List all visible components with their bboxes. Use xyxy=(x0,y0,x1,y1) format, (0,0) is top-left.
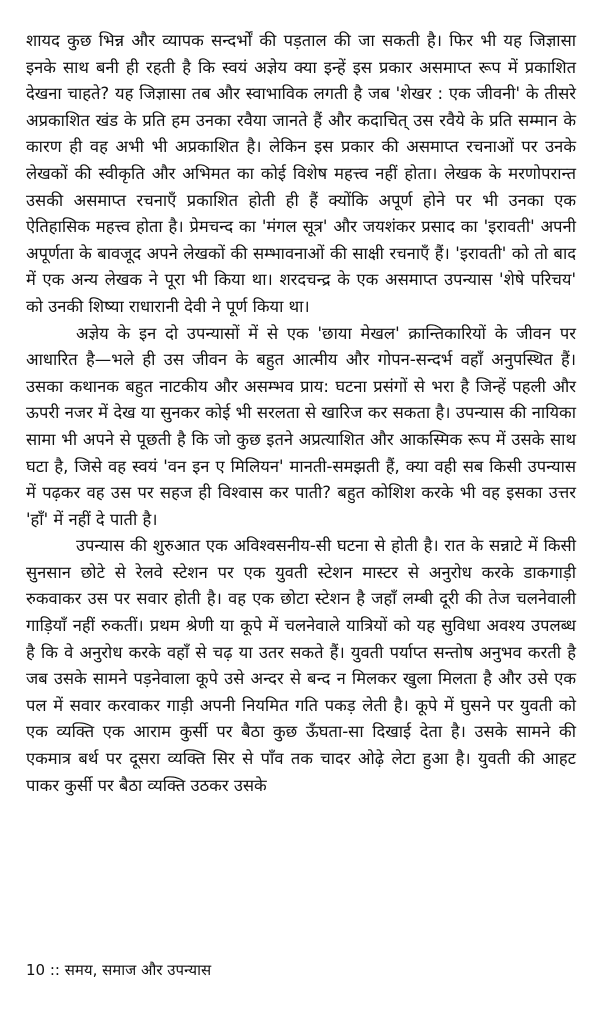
page-body xyxy=(26,28,576,799)
page-number: 10 xyxy=(26,961,46,979)
book-title: समय, समाज और उपन्यास xyxy=(64,961,212,979)
paragraph-2: अज्ञेय के इन दो उपन्यासों में से एक 'छाया मेखल' क्रान्तिकारियों के जीवन पर आधारित है—भले ही उस जीवन के बहुत आत्मीय और गोपन-सन्दर्भ वहाँ अनुपस्थित हैं। उसका कथानक बहुत नाटकीय और असम्भव प्राय: घटना प्रसंगों से भरा है जिन्हें पहली और ऊपरी नजर में देख या सुनकर कोई भी सरलता से खारिज कर सकता है। उपन्यास की नायिका सामा भी अपने से पूछती है कि जो कुछ इतने अप्रत्याशित और आकस्मिक रूप में उसके साथ घटा है, जिसे वह स्वयं 'वन इन ए मिलियन' मानती-समझती हैं, क्या वही सब किसी उपन्यास में पढ़कर वह उस पर सहज ही विश्वास कर पाती? बहुत कोशिश करके भी वह इसका उत्तर 'हाँ' में नहीं दे पाती है। xyxy=(26,323,576,529)
paragraph-1: शायद कुछ भिन्न और व्यापक सन्दर्भों की पड़ताल की जा सकती है। फिर भी यह जिज्ञासा इनके साथ बनी ही रहती है कि स्वयं अज्ञेय क्या इन्हें इस प्रकार असमाप्त रूप में प्रकाशित देखना चाहते? यह जिज्ञासा तब और स्वाभाविक लगती है जब 'शेखर : एक जीवनी' के तीसरे अप्रकाशित खंड के प्रति हम उनका रवैया जानते हैं और कदाचित् उस रवैये के प्रति सम्मान के कारण ही वह अभी भी अप्रकाशित है। लेकिन इस प्रकार की असमाप्त रचनाओं पर उनके लेखकों की स्वीकृति और अभिमत का कोई विशेष महत्त्व नहीं होता। लेखक के मरणोपरान्त उसकी असमाप्त रचनाएँ प्रकाशित होती ही हैं क्योंकि अपूर्ण होने पर भी उनका एक ऐतिहासिक महत्त्व होता है। प्रेमचन्द का 'मंगल सूत्र' और जयशंकर प्रसाद का 'इरावती' अपनी अपूर्णता के बावजूद अपने लेखकों की सम्भावनाओं की साक्षी रचनाएँ हैं। 'इरावती' को तो बाद में एक अन्य लेखक ने पूरा भी किया था। शरदचन्द्र के एक असमाप्त उपन्यास 'शेषे परिचय' को उनकी शिष्या राधारानी देवी ने पूर्ण किया था। xyxy=(26,31,576,316)
page-footer xyxy=(26,960,211,980)
paragraph-3: उपन्यास की शुरुआत एक अविश्वसनीय-सी घटना से होती है। रात के सन्नाटे में किसी सुनसान छोटे से रेलवे स्टेशन पर एक युवती स्टेशन मास्टर से अनुरोध करके डाकगाड़ी रुकवाकर उस पर सवार होती है। वह एक छोटा स्टेशन है जहाँ लम्बी दूरी की तेज चलनेवाली गाड़ियाँ नहीं रुकतीं। प्रथम श्रेणी या कूपे में चलनेवाले यात्रियों को यह सुविधा अवश्य उपलब्ध है कि वे अनुरोध करके वहाँ से चढ़ या उतर सकते हैं। युवती पर्याप्त सन्तोष अनुभव करती है जब उसके सामने पड़नेवाला कूपे उसे अन्दर से बन्द न मिलकर खुला मिलता है और उसे एक पल में सवार करवाकर गाड़ी अपनी नियमित गति पकड़ लेती है। कूपे में घुसने पर युवती को एक व्यक्ति एक आराम कुर्सी पर बैठा कुछ ऊँघता-सा दिखाई देता है। उसके सामने की एकमात्र बर्थ पर दूसरा व्यक्ति सिर से पाँव तक चादर ओढ़े लेटा हुआ है। युवती की आहट पाकर कुर्सी पर बैठा व्यक्ति उठकर उसके xyxy=(26,536,576,795)
footer-separator: :: xyxy=(49,961,60,979)
